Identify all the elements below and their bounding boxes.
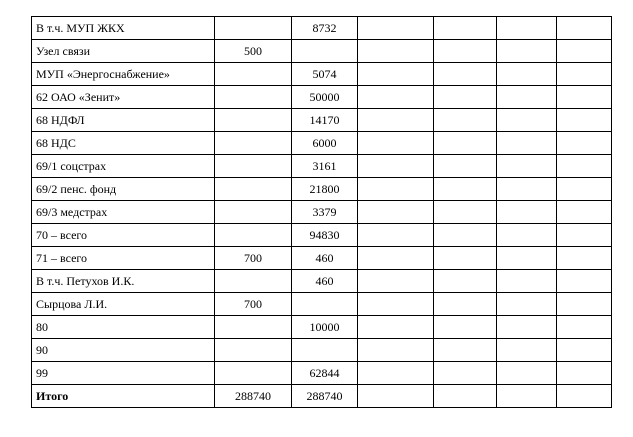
table-row [32, 339, 612, 362]
credit-cell: 94830 [292, 224, 358, 247]
empty-cell [497, 385, 557, 408]
debit-cell [215, 17, 292, 40]
empty-cell [358, 316, 434, 339]
empty-cell [557, 247, 612, 270]
debit-cell [215, 362, 292, 385]
empty-cell [434, 270, 497, 293]
row-label: 69/1 соцстрах [32, 155, 215, 178]
empty-cell [497, 293, 557, 316]
credit-cell: 50000 [292, 86, 358, 109]
credit-cell [292, 293, 358, 316]
empty-cell [557, 178, 612, 201]
table-row [32, 316, 612, 339]
empty-cell [434, 293, 497, 316]
empty-cell [434, 316, 497, 339]
table-row [32, 40, 612, 63]
table-row [32, 17, 612, 40]
empty-cell [434, 224, 497, 247]
empty-cell [434, 17, 497, 40]
empty-cell [497, 316, 557, 339]
empty-cell [358, 132, 434, 155]
table-row [32, 247, 612, 270]
empty-cell [358, 293, 434, 316]
credit-cell: 460 [292, 270, 358, 293]
empty-cell [358, 201, 434, 224]
credit-cell: 3379 [292, 201, 358, 224]
credit-cell: 62844 [292, 362, 358, 385]
empty-cell [434, 247, 497, 270]
empty-cell [497, 270, 557, 293]
table-row [32, 270, 612, 293]
empty-cell [497, 224, 557, 247]
empty-cell [434, 132, 497, 155]
empty-cell [434, 339, 497, 362]
row-label: В т.ч. МУП ЖКХ [32, 17, 215, 40]
empty-cell [434, 86, 497, 109]
empty-cell [497, 201, 557, 224]
empty-cell [434, 362, 497, 385]
debit-cell [215, 339, 292, 362]
ledger-body [32, 17, 612, 408]
total-credit-cell: 288740 [292, 385, 358, 408]
table-row [32, 224, 612, 247]
empty-cell [434, 178, 497, 201]
empty-cell [497, 362, 557, 385]
empty-cell [557, 86, 612, 109]
empty-cell [434, 63, 497, 86]
empty-cell [497, 86, 557, 109]
empty-cell [497, 40, 557, 63]
row-label: 80 [32, 316, 215, 339]
empty-cell [557, 316, 612, 339]
empty-cell [557, 17, 612, 40]
empty-cell [497, 17, 557, 40]
empty-cell [557, 224, 612, 247]
total-label: Итого [32, 385, 215, 408]
empty-cell [358, 362, 434, 385]
empty-cell [497, 109, 557, 132]
debit-cell [215, 201, 292, 224]
empty-cell [358, 86, 434, 109]
credit-cell: 3161 [292, 155, 358, 178]
debit-cell [215, 178, 292, 201]
row-label: 70 – всего [32, 224, 215, 247]
debit-cell: 500 [215, 40, 292, 63]
table-row [32, 86, 612, 109]
debit-cell: 700 [215, 293, 292, 316]
empty-cell [557, 63, 612, 86]
credit-cell: 14170 [292, 109, 358, 132]
empty-cell [557, 155, 612, 178]
credit-cell: 6000 [292, 132, 358, 155]
ledger-table [31, 16, 612, 408]
row-label: 62 ОАО «Зенит» [32, 86, 215, 109]
empty-cell [497, 63, 557, 86]
row-label: МУП «Энергоснабжение» [32, 63, 215, 86]
credit-cell: 21800 [292, 178, 358, 201]
row-label: 69/3 медстрах [32, 201, 215, 224]
empty-cell [358, 40, 434, 63]
empty-cell [358, 155, 434, 178]
empty-cell [557, 109, 612, 132]
debit-cell [215, 316, 292, 339]
total-debit-cell: 288740 [215, 385, 292, 408]
table-row [32, 109, 612, 132]
table-row [32, 178, 612, 201]
empty-cell [557, 385, 612, 408]
row-label: 99 [32, 362, 215, 385]
empty-cell [557, 362, 612, 385]
debit-cell [215, 155, 292, 178]
row-label: В т.ч. Петухов И.К. [32, 270, 215, 293]
empty-cell [497, 339, 557, 362]
empty-cell [358, 17, 434, 40]
empty-cell [358, 247, 434, 270]
empty-cell [358, 385, 434, 408]
table-row [32, 201, 612, 224]
debit-cell [215, 63, 292, 86]
row-label: 68 НДС [32, 132, 215, 155]
debit-cell [215, 270, 292, 293]
empty-cell [557, 339, 612, 362]
credit-cell: 10000 [292, 316, 358, 339]
empty-cell [434, 385, 497, 408]
row-label: Узел связи [32, 40, 215, 63]
credit-cell: 460 [292, 247, 358, 270]
empty-cell [358, 224, 434, 247]
empty-cell [557, 201, 612, 224]
table-row [32, 132, 612, 155]
debit-cell: 700 [215, 247, 292, 270]
total-row [32, 385, 612, 408]
credit-cell [292, 40, 358, 63]
empty-cell [557, 40, 612, 63]
debit-cell [215, 224, 292, 247]
empty-cell [497, 178, 557, 201]
row-label: Сырцова Л.И. [32, 293, 215, 316]
empty-cell [358, 178, 434, 201]
empty-cell [358, 339, 434, 362]
credit-cell [292, 339, 358, 362]
row-label: 69/2 пенс. фонд [32, 178, 215, 201]
debit-cell [215, 86, 292, 109]
table-row [32, 63, 612, 86]
empty-cell [434, 155, 497, 178]
table-row [32, 293, 612, 316]
row-label: 68 НДФЛ [32, 109, 215, 132]
debit-cell [215, 132, 292, 155]
credit-cell: 5074 [292, 63, 358, 86]
row-label: 71 – всего [32, 247, 215, 270]
empty-cell [434, 201, 497, 224]
empty-cell [434, 109, 497, 132]
credit-cell: 8732 [292, 17, 358, 40]
row-label: 90 [32, 339, 215, 362]
empty-cell [497, 132, 557, 155]
empty-cell [557, 132, 612, 155]
empty-cell [557, 270, 612, 293]
debit-cell [215, 109, 292, 132]
empty-cell [434, 40, 497, 63]
table-row [32, 155, 612, 178]
empty-cell [358, 109, 434, 132]
table-row [32, 362, 612, 385]
empty-cell [497, 247, 557, 270]
empty-cell [557, 293, 612, 316]
empty-cell [358, 270, 434, 293]
empty-cell [497, 155, 557, 178]
empty-cell [358, 63, 434, 86]
